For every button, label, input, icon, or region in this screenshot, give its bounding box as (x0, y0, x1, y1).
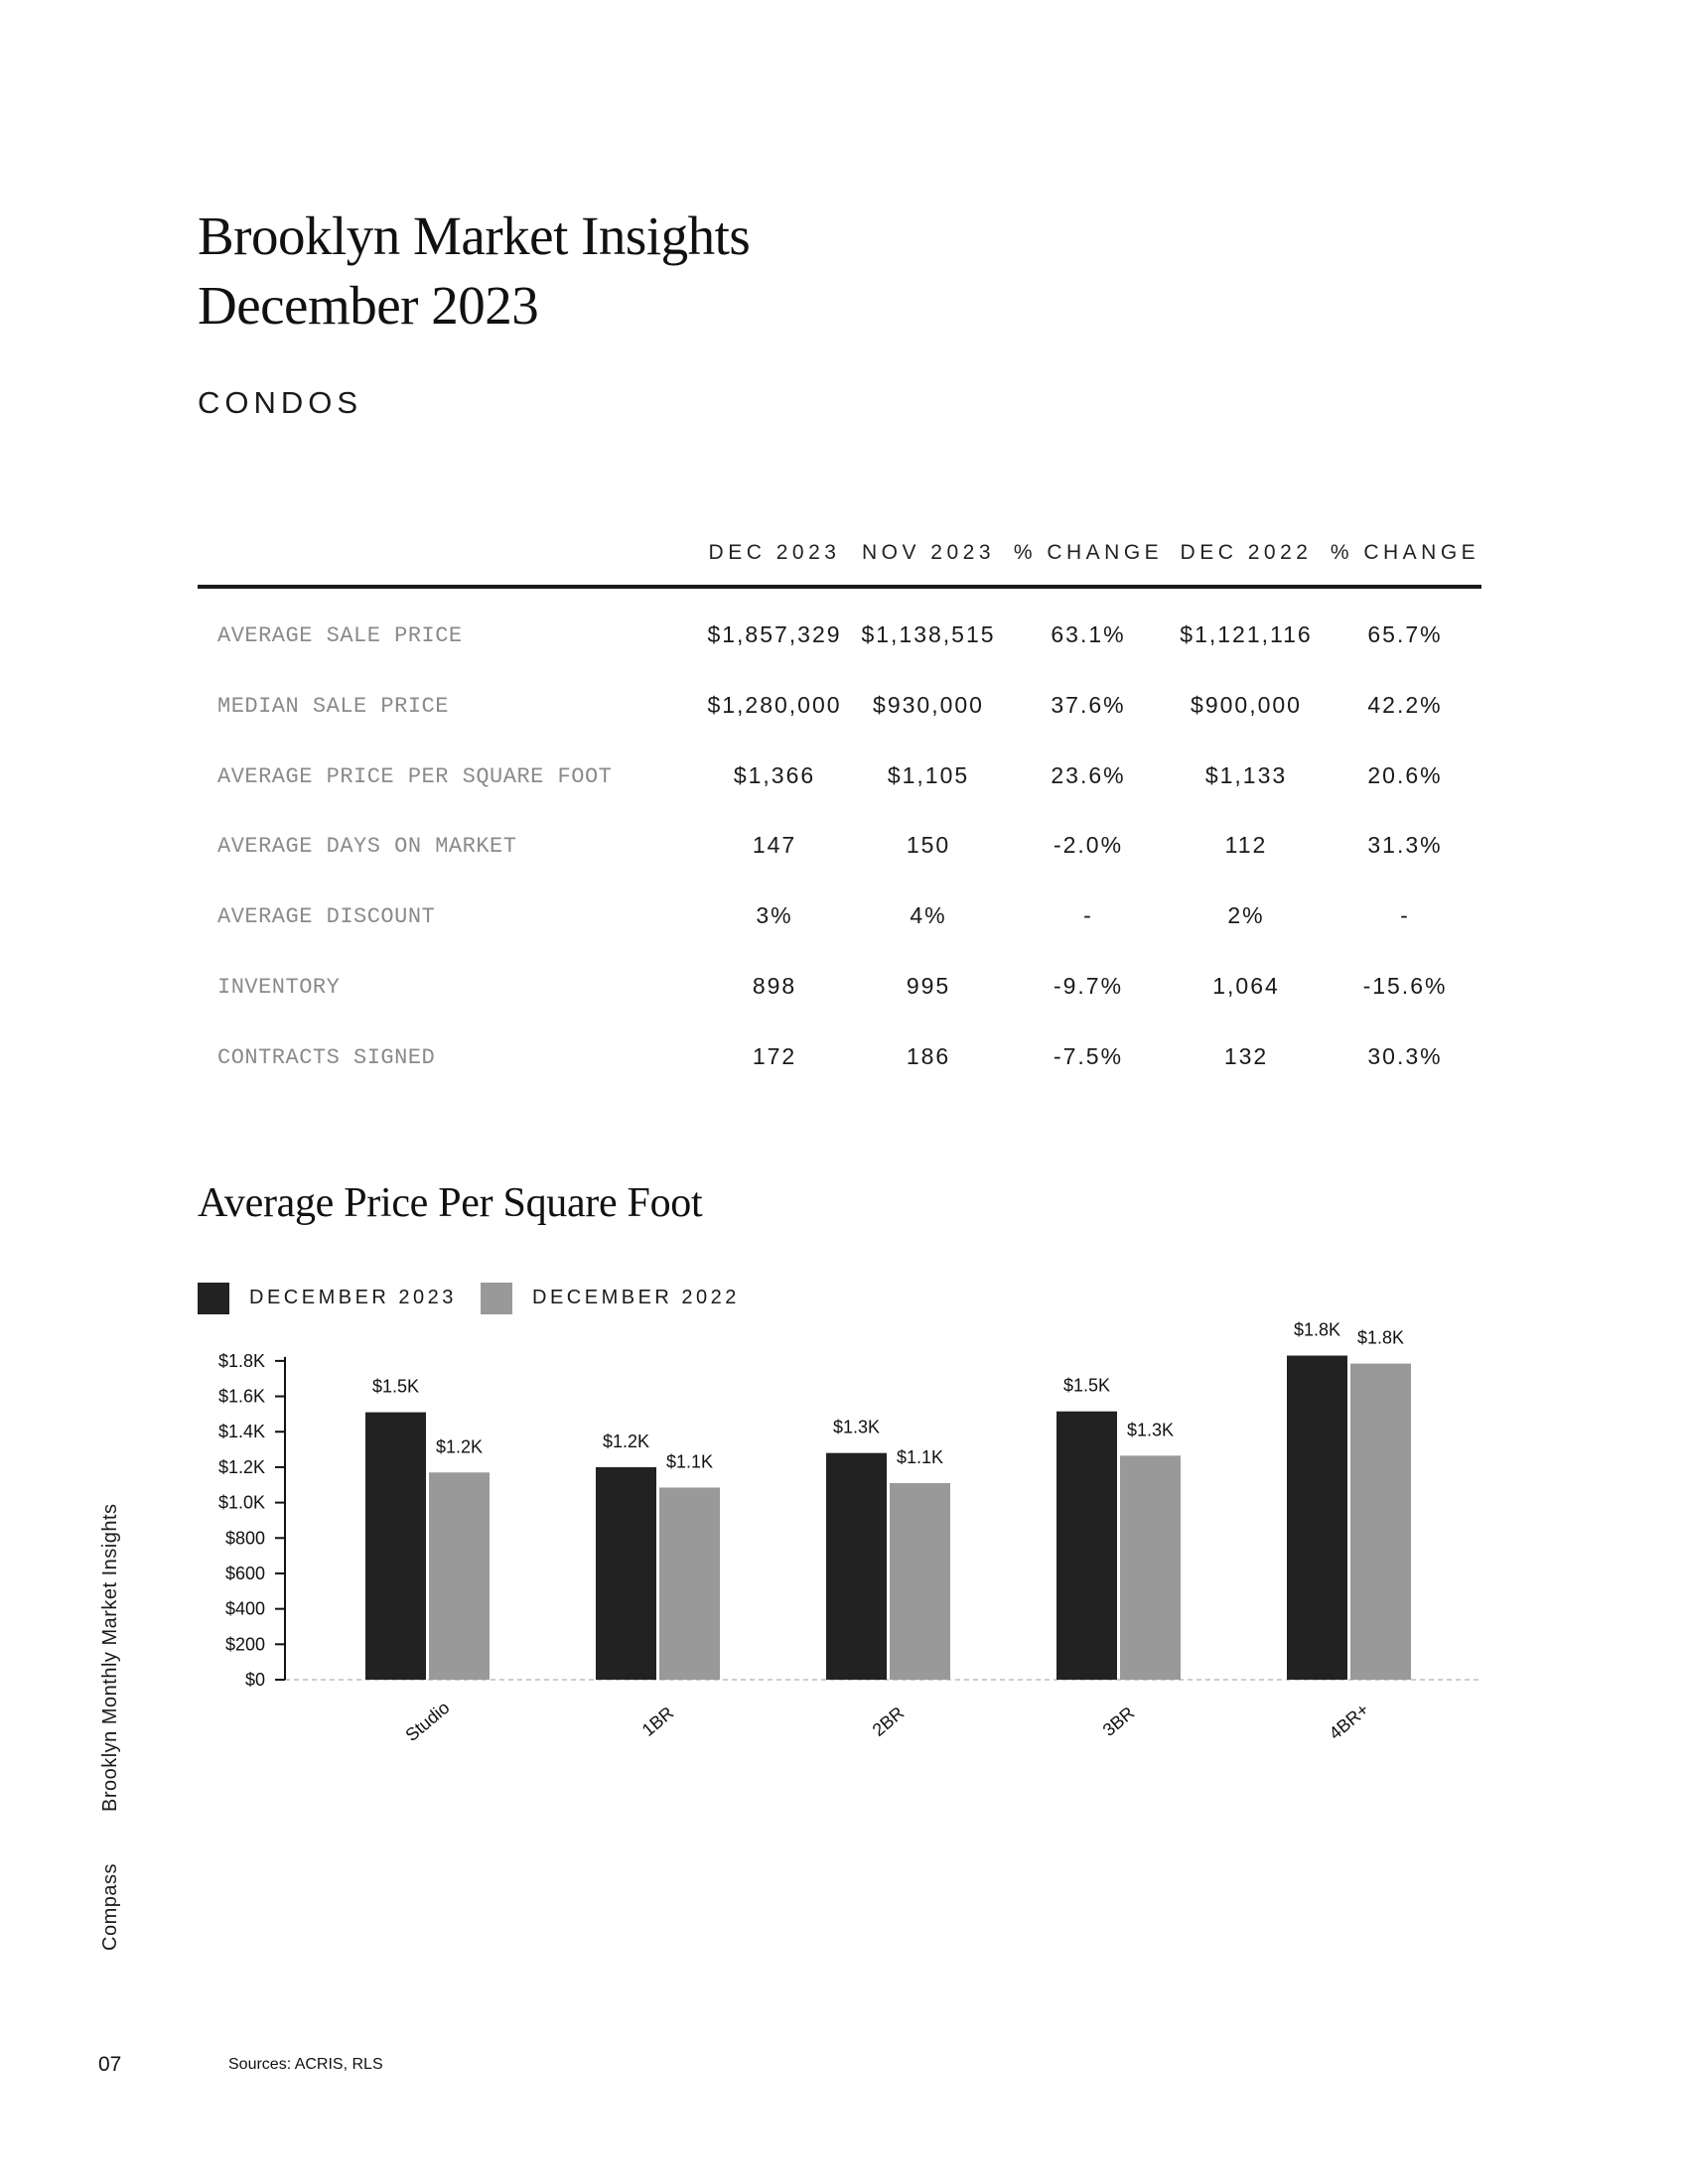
bar-value-label: $1.3K (1126, 1420, 1175, 1440)
table-cell: 23.6% (1051, 761, 1126, 788)
bar-value-label: $1.8K (1293, 1320, 1341, 1340)
table-cell: $1,366 (733, 761, 816, 788)
sidebar-text (99, 1503, 122, 1951)
bar-2br-dec-2023 (826, 1453, 887, 1680)
table-cell: 42.2% (1367, 691, 1443, 718)
table-cell: $1,105 (887, 761, 970, 788)
y-tick-label: $1.4K (217, 1422, 265, 1442)
legend-swatch-december-2022 (481, 1283, 512, 1314)
table-cell: -7.5% (1053, 1042, 1124, 1069)
table-cell: -9.7% (1053, 972, 1124, 999)
x-tick-label: 1BR (637, 1703, 678, 1740)
bar-value-label: $1.1K (896, 1446, 944, 1467)
bar-value-label: $1.8K (1356, 1327, 1405, 1348)
row-label: CONTRACTS SIGNED (217, 1044, 436, 1070)
y-tick-label: $1.6K (217, 1386, 265, 1407)
bar-value-label: $1.3K (832, 1417, 881, 1437)
page-title (198, 202, 750, 341)
bar-value-label: $1.5K (1062, 1375, 1111, 1396)
bar-3br-dec-2022 (1120, 1455, 1181, 1680)
table-header-rule (198, 585, 1481, 589)
market-stats-table (198, 526, 1481, 1070)
row-label: INVENTORY (217, 974, 341, 1000)
bar-4br-dec-2023 (1287, 1356, 1347, 1680)
table-cell: 30.3% (1367, 1042, 1443, 1069)
table-cell: 37.6% (1051, 691, 1126, 718)
bar-1br-dec-2022 (659, 1487, 720, 1680)
column-header-dec-2023: DEC 2023 (708, 541, 841, 564)
x-tick-label: Studio (401, 1697, 454, 1746)
table-cell: 132 (1223, 1042, 1269, 1069)
table-row (198, 676, 1481, 747)
legend-swatch-december-2023 (198, 1283, 229, 1314)
y-tick-label: $800 (224, 1528, 265, 1549)
column-header-dec-2022: DEC 2022 (1180, 541, 1313, 564)
sources-note: Sources: ACRIS, RLS (228, 2056, 383, 2073)
table-cell: - (1400, 902, 1410, 929)
table-cell: 186 (906, 1042, 951, 1069)
row-label: MEDIAN SALE PRICE (217, 693, 449, 719)
table-cell: 2% (1227, 902, 1265, 929)
table-cell: 150 (906, 832, 951, 859)
table-row (198, 887, 1481, 957)
sidebar-title: Brooklyn Monthly Market Insights (99, 1503, 121, 1813)
column-header-change-month: % CHANGE (1013, 541, 1164, 564)
bar-value-label: $1.1K (665, 1451, 714, 1472)
table-cell: $1,280,000 (707, 691, 842, 718)
price-per-sqft-chart (0, 1320, 1688, 1757)
table-cell: 172 (752, 1042, 797, 1069)
page-number: 07 (98, 2053, 122, 2076)
table-row (198, 747, 1481, 817)
y-tick-label: $1.2K (217, 1456, 265, 1477)
bar-value-label: $1.5K (371, 1376, 420, 1397)
table-cell: $1,857,329 (707, 621, 842, 647)
table-cell: 20.6% (1367, 761, 1443, 788)
x-tick-label: 4BR+ (1325, 1699, 1373, 1744)
table-body (198, 606, 1481, 1098)
y-tick-label: $1.0K (217, 1492, 265, 1513)
table-cell: $900,000 (1191, 691, 1302, 718)
row-label: AVERAGE SALE PRICE (217, 623, 463, 648)
section-label: CONDOS (198, 385, 363, 420)
bar-studio-dec-2022 (429, 1472, 490, 1680)
table-cell: $930,000 (873, 691, 984, 718)
table-cell: 147 (752, 832, 797, 859)
bar-value-label: $1.2K (435, 1436, 484, 1457)
table-cell: 4% (910, 902, 947, 929)
table-header (198, 526, 1481, 586)
table-cell: $1,121,116 (1180, 621, 1313, 647)
bar-3br-dec-2023 (1056, 1412, 1117, 1680)
table-cell: $1,133 (1204, 761, 1288, 788)
x-tick-label: 3BR (1098, 1703, 1139, 1740)
y-tick-label: $0 (244, 1670, 265, 1690)
column-header-change-year: % CHANGE (1330, 541, 1480, 564)
y-tick-label: $600 (224, 1563, 265, 1583)
table-row (198, 606, 1481, 676)
table-cell: 1,064 (1212, 972, 1280, 999)
table-row (198, 1027, 1481, 1098)
y-tick-label: $1.8K (217, 1350, 265, 1371)
page-title-line-1: Brooklyn Market Insights (198, 205, 751, 266)
legend-label: DECEMBER 2022 (532, 1287, 740, 1308)
table-cell: 31.3% (1367, 832, 1443, 859)
row-label: AVERAGE DISCOUNT (217, 904, 436, 930)
table-cell: $1,138,515 (861, 621, 996, 647)
table-row (198, 816, 1481, 887)
table-cell: 898 (752, 972, 797, 999)
bar-4br-dec-2022 (1350, 1364, 1411, 1680)
x-tick-label: 2BR (868, 1703, 909, 1740)
legend-label: DECEMBER 2023 (249, 1287, 457, 1308)
bar-value-label: $1.2K (602, 1431, 650, 1451)
table-cell: -15.6% (1362, 972, 1448, 999)
table-row (198, 957, 1481, 1027)
table-cell: -2.0% (1053, 832, 1124, 859)
table-cell: 112 (1224, 832, 1268, 859)
table-cell: - (1083, 902, 1093, 929)
y-tick-label: $200 (224, 1634, 265, 1655)
bar-1br-dec-2023 (596, 1467, 656, 1680)
row-label: AVERAGE PRICE PER SQUARE FOOT (217, 763, 613, 789)
table-cell: 65.7% (1367, 621, 1443, 647)
table-cell: 3% (756, 902, 793, 929)
bar-studio-dec-2023 (365, 1413, 426, 1680)
bar-2br-dec-2022 (890, 1483, 950, 1680)
row-label: AVERAGE DAYS ON MARKET (217, 834, 517, 860)
page-title-line-2: December 2023 (198, 275, 539, 336)
chart-title: Average Price Per Square Foot (198, 1180, 703, 1226)
y-tick-label: $400 (224, 1598, 265, 1619)
table-cell: 63.1% (1051, 621, 1126, 647)
table-cell: 995 (906, 972, 951, 999)
column-header-nov-2023: NOV 2023 (861, 541, 996, 564)
sidebar-brand: Compass (99, 1863, 121, 1951)
